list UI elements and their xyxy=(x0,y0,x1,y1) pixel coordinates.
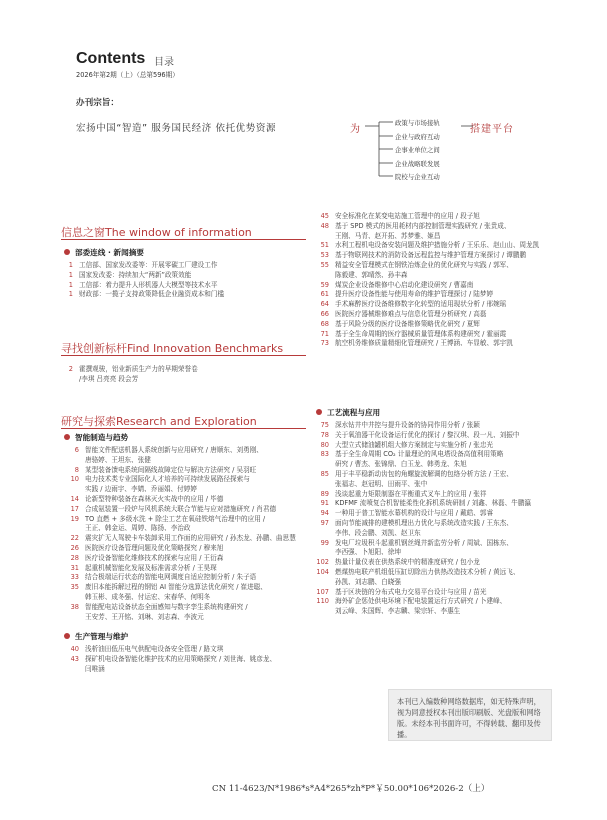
toc-entry[interactable] xyxy=(311,548,531,558)
entry-title: 面向节能减排的建模机理出力优化与系统改造实践 / 王东杰、 xyxy=(335,518,513,527)
entry-title: 刘云峰、朱国辉、李志麟、梁宗轩、李惠生 xyxy=(335,607,461,616)
toc-entry-authors xyxy=(61,375,198,385)
page-number: 61 xyxy=(320,290,329,299)
page-number: 40 xyxy=(70,645,79,653)
entry-title: 合成氨装置一段炉与风机系统大联合节能与应对措施研究 / 肖君德 xyxy=(85,504,277,513)
toc-entry[interactable] xyxy=(311,441,531,451)
page-number: 1 xyxy=(68,270,73,279)
entry-title: 电力技术类专业国际化人才培养的可持续发展路径探索与 xyxy=(85,475,250,484)
entry-title: 深水钻井中井控与提升设备的协同作用分析 / 张颖 xyxy=(335,421,480,429)
page-number: 1 xyxy=(68,261,73,269)
entry-list-benchmarks xyxy=(61,365,198,385)
toc-entry[interactable] xyxy=(61,281,224,291)
page-number: 33 xyxy=(70,573,79,582)
toc-entry[interactable] xyxy=(311,261,539,271)
toc-entry[interactable] xyxy=(61,524,296,534)
toc-entry[interactable] xyxy=(311,212,539,222)
subsection-label: 智能制造与趋势 xyxy=(75,433,129,442)
mission-slogan: 宏扬中国“智造” 服务国民经济 依托优势资源 xyxy=(76,123,277,134)
entry-list-research xyxy=(61,446,296,622)
entry-title: 财政部：一揽子支持政策降低企业融资成本和门槛 xyxy=(79,290,225,299)
entry-title: 海外矿企惩处供电环境下配电装置运行方式研究 / 卜建峰、 xyxy=(335,597,507,606)
page-number: 110 xyxy=(316,597,329,606)
subsection-title xyxy=(316,407,380,418)
copyright-notice-box xyxy=(388,689,552,741)
toc-entry[interactable] xyxy=(61,573,296,583)
toc-entry[interactable] xyxy=(311,450,531,460)
toc-entry[interactable] xyxy=(61,645,276,655)
entry-title: 王刚、马青、赵开拓、苏梦雅、姬昌 xyxy=(335,231,441,240)
entry-title: 王安芳、王开铭、刘琳、刘志森、李波元 xyxy=(85,612,204,621)
entry-title: 用于丰平稳新动齿包的角螺旋波解调的包络分析方法 / 王宏、 xyxy=(335,469,513,478)
page-number: 85 xyxy=(320,469,329,478)
subsection-title xyxy=(64,432,128,443)
page-number: 45 xyxy=(320,212,329,220)
toc-entry[interactable] xyxy=(61,290,224,300)
page-number: 78 xyxy=(320,430,329,439)
entry-title: 霍撰观骏，铝业新质生产力的早期荣誉卷 xyxy=(79,365,198,373)
toc-entry[interactable] xyxy=(61,466,296,476)
page-number: 51 xyxy=(320,241,329,250)
entry-title: 关于氧油器干化设备运行优化的探讨 / 黎汉琪、段一凡、刘振中 xyxy=(335,430,520,439)
page-number: 8 xyxy=(74,465,79,474)
bullet-dot-icon xyxy=(64,249,70,255)
entry-title: 医院医疗器械维修难点与信息化管理分析研究 / 高磊 xyxy=(335,309,487,318)
section-divider xyxy=(61,239,306,240)
toc-entry[interactable] xyxy=(311,320,539,330)
bullet-dot-icon xyxy=(64,633,70,639)
entry-title: 浅谈起重力矩限制器在平衡重式叉车上的应用 / 张祥 xyxy=(335,489,487,498)
section-divider xyxy=(61,355,306,356)
mission-branch: 企业与政府互动 xyxy=(395,133,440,141)
subsection-label: 部委连线 · 新闻摘要 xyxy=(75,248,144,257)
page-number: 104 xyxy=(316,567,329,576)
entry-title: 基于风险分级的医疗设备维修策略优化研究 / 夏辉 xyxy=(335,319,480,328)
toc-entry[interactable] xyxy=(61,456,296,466)
mission-branch: 企事业单位之间 xyxy=(395,146,440,154)
entry-title: 精益安全管理模式在钢铁冶炼企业的优化研究与实践 / 郭军、 xyxy=(335,260,513,269)
page-number: 94 xyxy=(320,509,329,518)
entry-authors: /李琪 吕亮亮 段会芳 xyxy=(79,374,139,383)
entry-title: 韩玉彬、成冬强、付运宏、宋春华、何明冬 xyxy=(85,592,211,601)
mission-label: 办刊宗旨： xyxy=(76,98,119,108)
page-number: 38 xyxy=(70,602,79,611)
entry-title: 王正、韩金运、周婷、陈扬、李治政 xyxy=(85,524,191,533)
entry-title: 唐骆婷、王坦东、张健 xyxy=(85,455,151,464)
toc-entry[interactable] xyxy=(311,568,531,578)
entry-title: 国家发改委：持续加大“两新”政策效能 xyxy=(79,270,192,279)
entry-title: 基于全生命周期 CO₂ 计量理论的风电塔设备高值利用策略 xyxy=(335,450,504,459)
toc-entry[interactable] xyxy=(61,505,296,515)
entry-title: 发电厂垃圾积斗起重机钢丝绳井新监劳分析 / 周斌、国栋东、 xyxy=(335,538,513,547)
entry-title: 水利工程机电设备安装问题及维护措施分析 / 王乐乐、赵山山、周龙凯 xyxy=(335,241,540,250)
subsection-title xyxy=(64,631,128,642)
contents-title-cn: 目录 xyxy=(154,57,174,68)
toc-entry[interactable] xyxy=(61,603,296,613)
toc-entry[interactable] xyxy=(311,519,531,529)
page-number: 6 xyxy=(74,446,79,454)
toc-entry[interactable] xyxy=(311,281,539,291)
mission-branch: 政策与市场接轨 xyxy=(395,119,440,127)
contents-title: Contents xyxy=(76,50,146,67)
toc-entry[interactable] xyxy=(61,261,224,271)
entry-title: 结合极端运行状态的智能电网调度自适应控制分析 / 朱子语 xyxy=(85,573,257,582)
page-number: 43 xyxy=(70,654,79,663)
entry-title: 安全标准化在某变电站施工管理中的应用 / 段子旭 xyxy=(335,212,480,220)
subsection-label: 工艺流程与应用 xyxy=(327,408,381,417)
entry-title: 闫唯涵 xyxy=(85,664,105,673)
toc-entry[interactable] xyxy=(311,588,531,598)
page-number: 83 xyxy=(320,450,329,459)
issue-info: 2026年第2期（上）（总第596期） xyxy=(76,71,179,79)
toc-entry[interactable] xyxy=(311,509,531,519)
page-number: 19 xyxy=(70,514,79,523)
page-number: 14 xyxy=(70,494,79,503)
entry-title: 研究 / 曹杰、张锦鼎、白玉龙、韩勇龙、朱旭 xyxy=(335,460,467,469)
entry-title: KDFMF 流喷复合机智能柔性化拆机系统研制 / 刘鑫、林磊、牛鹏瀛 xyxy=(335,499,532,508)
toc-entry[interactable] xyxy=(311,310,539,320)
page-number: 102 xyxy=(316,558,329,567)
page-number: 66 xyxy=(320,309,329,318)
entry-title: 孙凯、刘志鹏、白晓强 xyxy=(335,577,401,586)
toc-entry[interactable] xyxy=(61,554,296,564)
entry-list-right-2 xyxy=(311,421,531,627)
toc-entry[interactable] xyxy=(311,470,531,480)
page-number: 48 xyxy=(320,221,329,230)
entry-title: 医疗设备智能化维修技术的探索与应用 / 王衍森 xyxy=(85,553,224,562)
page-number: 10 xyxy=(70,475,79,484)
toc-entry[interactable] xyxy=(311,558,531,568)
page-number: 35 xyxy=(70,583,79,592)
entry-title: 航空机务维修质量精细化管理研究 / 王博涵、车显敏、郭宇凯 xyxy=(335,339,513,348)
entry-title: 煤炭企业设备维修中心启动化建设研究 / 曹嘉南 xyxy=(335,280,474,289)
entry-title: 工信部、国家发改委等：开展零碳工厂建设工作 xyxy=(79,261,218,269)
page-number: 107 xyxy=(316,587,329,596)
toc-entry[interactable] xyxy=(61,495,296,505)
page-number: 68 xyxy=(320,319,329,328)
entry-title: 震灾扩无人驾驶卡车装卸采用工作面的应用研究 / 孙杰龙、孙鹏、曲思慧 xyxy=(85,534,296,543)
toc-entry[interactable] xyxy=(61,655,276,665)
entry-title: 探矿机电设备智能化维护技术的应用策略探究 / 刘世海、姚彦龙、 xyxy=(85,654,277,663)
entry-title: 手术麻醉医疗设备维修数字化转型的适用现状分析 / 邢婉瑶 xyxy=(335,300,507,309)
entry-title: 废旧本能拆解过程的钢铝 AI 智能分选算法优化研究 / 崔进聪、 xyxy=(85,583,267,592)
toc-entry[interactable] xyxy=(311,251,539,261)
toc-entry[interactable] xyxy=(311,529,531,539)
toc-entry[interactable] xyxy=(311,490,531,500)
toc-entry[interactable] xyxy=(311,300,539,310)
entry-title: 基于物联网技术的消防设备远程监控与维护管理方案探讨 / 谭鹏鹏 xyxy=(335,251,527,260)
page-number: 1 xyxy=(68,290,73,299)
page-number: 2 xyxy=(68,365,73,373)
entry-title: 一种用于普工智能水幕机构的设计与应用 / 戴皓、郭睿 xyxy=(335,509,494,518)
page-number: 22 xyxy=(70,534,79,543)
page-number: 89 xyxy=(320,489,329,498)
section-title-info-window: 信息之窗The window of information xyxy=(61,226,252,239)
page-number: 64 xyxy=(320,300,329,309)
page-number: 97 xyxy=(320,518,329,527)
toc-entry[interactable] xyxy=(61,665,276,675)
toc-entry[interactable] xyxy=(61,534,296,544)
page-number: 28 xyxy=(70,553,79,562)
toc-entry[interactable] xyxy=(311,597,531,607)
entry-list-production xyxy=(61,645,276,674)
entry-title: TO 直燃 + 多级水洗 + 除尘工艺在氧硅铁熔气治理中的应用 / xyxy=(85,514,266,523)
bullet-dot-icon xyxy=(316,409,322,415)
entry-title: 医院医疗设备管理问题及优化策略探究 / 穆来旭 xyxy=(85,543,224,552)
toc-entry[interactable] xyxy=(311,271,539,281)
entry-title: 李西强、卜旭阳、徐坤 xyxy=(335,548,401,557)
section-divider xyxy=(61,428,306,429)
entry-title: 浅析油田低压电气供配电设备安全管理 / 路文琪 xyxy=(85,645,224,653)
entry-title: 智能配电站设备状态全面感知与数字孪生系统构建研究 / xyxy=(85,602,248,611)
mission-build-platform: 搭建平台 xyxy=(470,124,514,135)
page-number: 71 xyxy=(320,329,329,338)
entry-title: 张福志、赵冠明、田雨平、张中 xyxy=(335,479,428,488)
entry-list-info xyxy=(61,261,224,300)
toc-entry[interactable] xyxy=(311,241,539,251)
entry-title: 起重机械智能化发展及标准需求分析 / 王昊琛 xyxy=(85,563,217,572)
cn-code: CN 11-4623/N*1986*s*A4*265*zh*P*￥50.00*106*2026-2（上） xyxy=(212,784,490,794)
page-number: 31 xyxy=(70,563,79,572)
page-number: 80 xyxy=(320,440,329,449)
page-number: 55 xyxy=(320,260,329,269)
entry-title: 李伟、段会鹏、刘凯、赵卫东 xyxy=(335,528,421,537)
entry-title: 陈毅建、郭晴然、孙丰森 xyxy=(335,270,408,279)
entry-title: 基于区块链的分布式电力交易平台设计与应用 / 苗光 xyxy=(335,587,487,596)
subsection-title xyxy=(64,247,144,258)
toc-entry[interactable] xyxy=(61,475,296,485)
toc-entry[interactable] xyxy=(311,330,539,340)
toc-entry[interactable] xyxy=(311,222,539,232)
toc-entry[interactable] xyxy=(61,365,198,375)
toc-entry[interactable] xyxy=(61,613,296,623)
entry-title: 燃煤热电联产机组低压缸切除出力供热改造技术分析 / 黄远飞、 xyxy=(335,567,520,576)
page-number: 75 xyxy=(320,421,329,429)
toc-entry[interactable] xyxy=(311,499,531,509)
toc-entry[interactable] xyxy=(311,339,539,349)
page-number: 59 xyxy=(320,280,329,289)
page-number: 99 xyxy=(320,538,329,547)
toc-entry[interactable] xyxy=(311,232,539,242)
toc-entry[interactable] xyxy=(61,446,296,456)
toc-entry[interactable] xyxy=(311,290,539,300)
toc-entry[interactable] xyxy=(61,583,296,593)
toc-entry[interactable] xyxy=(311,539,531,549)
page-number: 91 xyxy=(320,499,329,508)
mission-branch: 企业战略联发展 xyxy=(395,160,440,168)
toc-entry[interactable] xyxy=(61,485,296,495)
page-number: 53 xyxy=(320,251,329,260)
toc-entry[interactable] xyxy=(61,271,224,281)
bullet-dot-icon xyxy=(64,434,70,440)
entry-list-right-1 xyxy=(311,212,539,349)
section-title-benchmarks: 寻找创新标杆Find Innovation Benchmarks xyxy=(61,342,284,355)
page-number: 17 xyxy=(70,504,79,513)
section-title-research: 研究与探索Research and Exploration xyxy=(61,415,257,428)
entry-title: 智能文件配送机器人系统创新与应用研究 / 唐顺东、刘勇刚、 xyxy=(85,446,263,454)
toc-entry[interactable] xyxy=(311,480,531,490)
entry-title: 论新型特种装备在森林灭火实战中的应用 / 毕德 xyxy=(85,494,224,503)
copyright-notice-text: 本刊已入编数种网络数据库，如无特殊声明，视为同意授权本刊出版印刷版、光盘版和网络版。未经本刊书面许可，不得转载、翻印及传播。 xyxy=(397,697,541,739)
entry-title: 工信部：着力提升人形机器人大模型等技术水平 xyxy=(79,280,218,289)
toc-entry[interactable] xyxy=(311,421,531,431)
toc-entry[interactable] xyxy=(311,578,531,588)
toc-entry[interactable] xyxy=(61,515,296,525)
mission-branch: 院校与企业互动 xyxy=(395,173,440,181)
page-number: 73 xyxy=(320,339,329,348)
toc-entry[interactable] xyxy=(311,607,531,617)
entry-title: 大型立式储油罐机组大修方案制定与实施分析 / 张忠光 xyxy=(335,440,494,449)
mission-for: 为 xyxy=(350,124,360,135)
toc-entry[interactable] xyxy=(311,460,531,470)
subsection-label: 生产管理与维护 xyxy=(75,632,129,641)
toc-entry[interactable] xyxy=(311,431,531,441)
entry-title: 提升医疗设备性能与使用寿命的维护管理探讨 / 陆梦婷 xyxy=(335,290,494,299)
entry-title: 基于全生命周期的医疗器械质量管理体系构建研究 / 霍丽霞 xyxy=(335,329,507,338)
entry-title: 热量计量仪表在供热系统中的精准度研究 / 包小龙 xyxy=(335,558,480,567)
toc-entry[interactable] xyxy=(61,564,296,574)
toc-entry[interactable] xyxy=(61,593,296,603)
toc-entry[interactable] xyxy=(61,544,296,554)
page-number: 1 xyxy=(68,280,73,289)
toc-entry[interactable] xyxy=(311,617,531,627)
entry-title: 实践 / 边雨宇、李婧、乔丽娟、付婷婷 xyxy=(85,485,197,494)
entry-title: 基于 SPD 模式的医用耗材内部控制管理实践研究 / 张贵成、 xyxy=(335,221,511,230)
page-number: 26 xyxy=(70,543,79,552)
entry-title: 某型装备馈电系统间隔线故障定位与解决方法研究 / 吴羽旺 xyxy=(85,465,257,474)
